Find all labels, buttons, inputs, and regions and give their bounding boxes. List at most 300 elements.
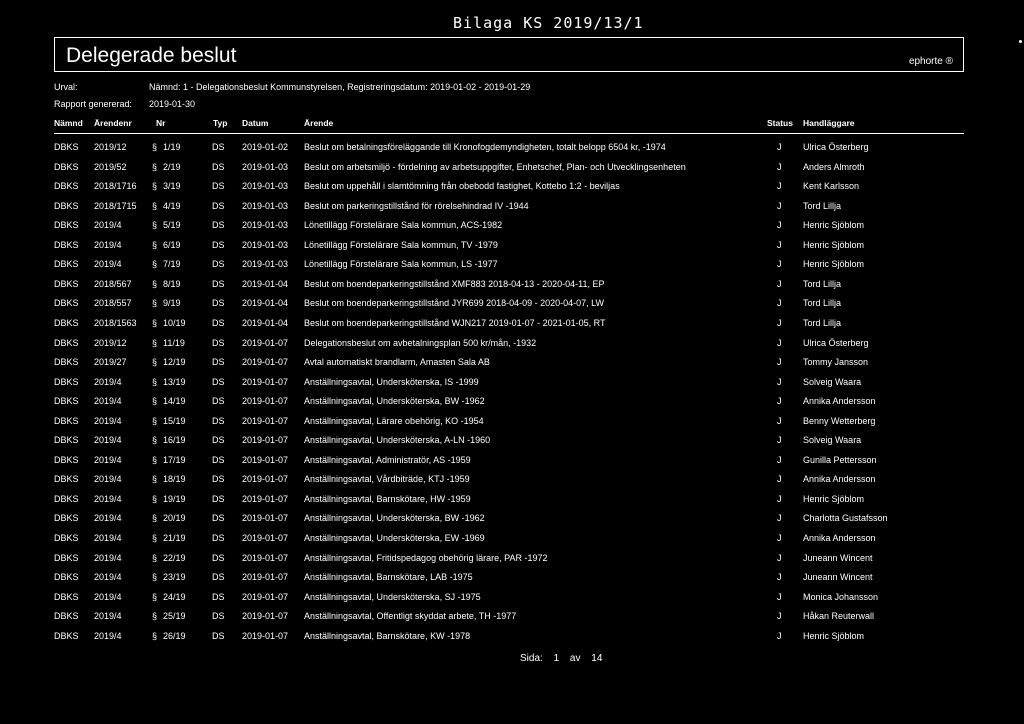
cell-datum: 2019-01-07 xyxy=(242,454,289,465)
cell-arendenr: 2019/4 xyxy=(94,572,122,583)
cell-typ: DS xyxy=(212,474,225,485)
cell-arende: Anställningsavtal, Lärare obehörig, KO -1954 xyxy=(304,415,484,426)
cell-arendenr: 2019/4 xyxy=(94,239,122,250)
cell-arendenr: 2019/4 xyxy=(94,376,122,387)
cell-typ: DS xyxy=(212,630,225,641)
cell-nr-value: 25/19 xyxy=(163,611,186,622)
cell-arendenr: 2019/52 xyxy=(94,161,127,172)
paragraph-symbol: § xyxy=(152,435,158,446)
cell-arendenr: 2019/4 xyxy=(94,435,122,446)
cell-datum: 2019-01-07 xyxy=(242,435,289,446)
cell-nr xyxy=(152,142,181,152)
cell-nr xyxy=(152,572,186,582)
table-row xyxy=(0,181,1024,197)
cell-handlaggare: Annika Andersson xyxy=(803,396,876,407)
paragraph-symbol: § xyxy=(152,317,158,328)
cell-status: J xyxy=(777,513,782,524)
cell-handlaggare: Tord Lillja xyxy=(803,317,842,328)
cell-status: J xyxy=(777,376,782,387)
cell-nr xyxy=(152,181,181,191)
cell-arende: Anställningsavtal, Undersköterska, IS -1999 xyxy=(304,376,479,387)
cell-namnd: DBKS xyxy=(54,630,79,641)
paragraph-symbol: § xyxy=(152,591,158,602)
cell-nr xyxy=(152,240,181,250)
cell-datum: 2019-01-07 xyxy=(242,474,289,485)
paragraph-symbol: § xyxy=(152,357,158,368)
cell-arendenr: 2018/567 xyxy=(94,278,132,289)
cell-datum: 2019-01-04 xyxy=(242,278,289,289)
cell-handlaggare: Henric Sjöblom xyxy=(803,259,865,270)
cell-nr-value: 9/19 xyxy=(163,298,181,309)
header-datum: Datum xyxy=(242,118,269,128)
cell-namnd: DBKS xyxy=(54,259,79,270)
table-row xyxy=(0,377,1024,393)
cell-datum: 2019-01-07 xyxy=(242,337,289,348)
cell-status: J xyxy=(777,572,782,583)
cell-namnd: DBKS xyxy=(54,278,79,289)
paragraph-symbol: § xyxy=(152,630,158,641)
cell-arende: Anställningsavtal, Undersköterska, A-LN -1960 xyxy=(304,435,491,446)
rapport-value: 2019-01-30 xyxy=(149,99,196,109)
table-row xyxy=(0,220,1024,236)
cell-nr-value: 10/19 xyxy=(163,317,186,328)
cell-nr-value: 20/19 xyxy=(163,513,186,524)
cell-status: J xyxy=(777,474,782,485)
header-namnd: Nämnd xyxy=(54,118,83,128)
report-title-box xyxy=(54,37,964,72)
cell-arende: Anställningsavtal, Offentligt skyddat arbete, TH -1977 xyxy=(304,611,517,622)
cell-handlaggare: Anders Almroth xyxy=(803,161,865,172)
cell-typ: DS xyxy=(212,239,225,250)
cell-nr-value: 23/19 xyxy=(163,572,186,583)
cell-datum: 2019-01-07 xyxy=(242,396,289,407)
cell-status: J xyxy=(777,611,782,622)
cell-nr xyxy=(152,338,185,348)
cell-datum: 2019-01-03 xyxy=(242,200,289,211)
cell-datum: 2019-01-07 xyxy=(242,357,289,368)
paragraph-symbol: § xyxy=(152,220,158,231)
cell-handlaggare: Håkan Reuterwall xyxy=(803,611,875,622)
cell-datum: 2019-01-07 xyxy=(242,591,289,602)
cell-nr xyxy=(152,279,181,289)
cell-nr xyxy=(152,553,186,563)
cell-namnd: DBKS xyxy=(54,142,79,152)
header-arendenr: Ärendenr xyxy=(94,118,132,128)
cell-nr-value: 17/19 xyxy=(163,454,186,465)
cell-datum: 2019-01-03 xyxy=(242,259,289,270)
table-row xyxy=(0,553,1024,569)
cell-arende: Beslut om arbetsmiljö - fördelning av arbetsuppgifter, Enhetschef, Plan- och Utvecklingsenheten xyxy=(304,161,686,172)
cell-arende: Anställningsavtal, Undersköterska, BW -1962 xyxy=(304,513,485,524)
cell-typ: DS xyxy=(212,220,225,231)
cell-handlaggare: Ulrica Österberg xyxy=(803,142,869,152)
cell-status: J xyxy=(777,142,782,152)
cell-nr-value: 3/19 xyxy=(163,181,181,192)
cell-status: J xyxy=(777,454,782,465)
cell-typ: DS xyxy=(212,513,225,524)
urval-label: Urval: xyxy=(54,82,78,92)
cell-typ: DS xyxy=(212,200,225,211)
paragraph-symbol: § xyxy=(152,474,158,485)
table-row xyxy=(0,318,1024,334)
paragraph-symbol: § xyxy=(152,239,158,250)
cell-arendenr: 2019/4 xyxy=(94,552,122,563)
paragraph-symbol: § xyxy=(152,259,158,270)
paragraph-symbol: § xyxy=(152,142,158,152)
brand-label: ephorte ® xyxy=(908,56,953,67)
cell-arende: Avtal automatiskt brandlarm, Amasten Sala AB xyxy=(304,357,490,368)
edge-mark xyxy=(1019,40,1022,43)
cell-typ: DS xyxy=(212,435,225,446)
cell-arendenr: 2019/4 xyxy=(94,220,122,231)
cell-arendenr: 2019/4 xyxy=(94,591,122,602)
cell-status: J xyxy=(777,161,782,172)
cell-handlaggare: Benny Wetterberg xyxy=(803,415,876,426)
cell-arende: Beslut om boendeparkeringstillstånd JYR699 2018-04-09 - 2020-04-07, LW xyxy=(304,298,605,309)
cell-status: J xyxy=(777,298,782,309)
cell-datum: 2019-01-07 xyxy=(242,611,289,622)
cell-status: J xyxy=(777,552,782,563)
cell-nr-value: 6/19 xyxy=(163,239,181,250)
paragraph-symbol: § xyxy=(152,161,158,172)
cell-nr-value: 12/19 xyxy=(163,357,186,368)
cell-arendenr: 2019/4 xyxy=(94,259,122,270)
cell-status: J xyxy=(777,278,782,289)
paragraph-symbol: § xyxy=(152,415,158,426)
cell-arendenr: 2019/4 xyxy=(94,454,122,465)
cell-nr-value: 5/19 xyxy=(163,220,181,231)
cell-namnd: DBKS xyxy=(54,493,79,504)
cell-namnd: DBKS xyxy=(54,220,79,231)
cell-nr xyxy=(152,396,186,406)
cell-namnd: DBKS xyxy=(54,317,79,328)
cell-status: J xyxy=(777,259,782,270)
cell-namnd: DBKS xyxy=(54,454,79,465)
cell-nr xyxy=(152,592,186,602)
table-row xyxy=(0,298,1024,314)
cell-status: J xyxy=(777,317,782,328)
cell-namnd: DBKS xyxy=(54,239,79,250)
footer-of: av xyxy=(569,653,581,664)
cell-arendenr: 2019/4 xyxy=(94,611,122,622)
cell-nr-value: 19/19 xyxy=(163,493,186,504)
cell-arendenr: 2018/1715 xyxy=(94,200,137,211)
cell-handlaggare: Henric Sjöblom xyxy=(803,493,865,504)
cell-arende: Lönetillägg Förstelärare Sala kommun, ACS-1982 xyxy=(304,220,503,231)
cell-datum: 2019-01-07 xyxy=(242,513,289,524)
cell-namnd: DBKS xyxy=(54,298,79,309)
cell-nr-value: 16/19 xyxy=(163,435,186,446)
paragraph-symbol: § xyxy=(152,200,158,211)
cell-typ: DS xyxy=(212,161,225,172)
cell-nr xyxy=(152,220,181,230)
paragraph-symbol: § xyxy=(152,552,158,563)
table-row xyxy=(0,416,1024,432)
cell-typ: DS xyxy=(212,552,225,563)
cell-handlaggare: Tommy Jansson xyxy=(803,357,869,368)
paragraph-symbol: § xyxy=(152,376,158,387)
table-row xyxy=(0,611,1024,627)
header-typ: Typ xyxy=(213,118,228,128)
cell-namnd: DBKS xyxy=(54,337,79,348)
cell-status: J xyxy=(777,200,782,211)
cell-handlaggare: Henric Sjöblom xyxy=(803,630,865,641)
cell-handlaggare: Charlotta Gustafsson xyxy=(803,513,888,524)
cell-handlaggare: Tord Lillja xyxy=(803,298,842,309)
cell-handlaggare: Juneann Wincent xyxy=(803,572,873,583)
cell-handlaggare: Ulrica Österberg xyxy=(803,337,869,348)
header-arende: Ärende xyxy=(304,118,334,128)
cell-namnd: DBKS xyxy=(54,161,79,172)
cell-namnd: DBKS xyxy=(54,435,79,446)
cell-typ: DS xyxy=(212,396,225,407)
table-row xyxy=(0,592,1024,608)
table-row xyxy=(0,533,1024,549)
cell-namnd: DBKS xyxy=(54,396,79,407)
cell-status: J xyxy=(777,337,782,348)
header-status: Status xyxy=(767,118,793,128)
cell-namnd: DBKS xyxy=(54,611,79,622)
cell-arendenr: 2019/12 xyxy=(94,142,127,152)
cell-typ: DS xyxy=(212,611,225,622)
cell-datum: 2019-01-03 xyxy=(242,239,289,250)
cell-nr-value: 2/19 xyxy=(163,161,181,172)
cell-arende: Lönetillägg Förstelärare Sala kommun, TV -1979 xyxy=(304,239,498,250)
cell-arende: Anställningsavtal, Vårdbiträde, KTJ -1959 xyxy=(304,474,470,485)
cell-arende: Beslut om uppehåll i slamtömning från obebodd fastighet, Kottebo 1:2 - beviljas xyxy=(304,181,620,192)
cell-nr xyxy=(152,259,181,269)
table-row xyxy=(0,494,1024,510)
cell-status: J xyxy=(777,239,782,250)
cell-typ: DS xyxy=(212,337,225,348)
cell-status: J xyxy=(777,415,782,426)
cell-arende: Anställningsavtal, Undersköterska, BW -1962 xyxy=(304,396,485,407)
cell-arende: Anställningsavtal, Fritidspedagog obehörig lärare, PAR -1972 xyxy=(304,552,548,563)
cell-arende: Delegationsbeslut om avbetalningsplan 500 kr/mån, -1932 xyxy=(304,337,537,348)
cell-handlaggare: Henric Sjöblom xyxy=(803,239,865,250)
cell-namnd: DBKS xyxy=(54,181,79,192)
cell-nr xyxy=(152,611,186,621)
cell-arende: Beslut om parkeringstillstånd för rörelsehindrad IV -1944 xyxy=(304,200,529,211)
cell-handlaggare: Solveig Waara xyxy=(803,435,862,446)
paragraph-symbol: § xyxy=(152,572,158,583)
cell-typ: DS xyxy=(212,298,225,309)
cell-nr xyxy=(152,435,186,445)
paragraph-symbol: § xyxy=(152,181,158,192)
cell-nr xyxy=(152,298,181,308)
paragraph-symbol: § xyxy=(152,493,158,504)
cell-handlaggare: Kent Karlsson xyxy=(803,181,860,192)
cell-namnd: DBKS xyxy=(54,357,79,368)
cell-arendenr: 2019/4 xyxy=(94,396,122,407)
cell-nr-value: 8/19 xyxy=(163,278,181,289)
cell-arendenr: 2019/4 xyxy=(94,513,122,524)
cell-typ: DS xyxy=(212,317,225,328)
cell-nr xyxy=(152,474,186,484)
paragraph-symbol: § xyxy=(152,454,158,465)
cell-arende: Beslut om boendeparkeringstillstånd WJN217 2019-01-07 - 2021-01-05, RT xyxy=(304,317,606,328)
cell-namnd: DBKS xyxy=(54,533,79,543)
cell-namnd: DBKS xyxy=(54,376,79,387)
table-row xyxy=(0,201,1024,217)
footer-page: 1 xyxy=(553,653,560,664)
page-footer xyxy=(520,653,610,664)
cell-arendenr: 2018/557 xyxy=(94,298,132,309)
cell-arendenr: 2019/4 xyxy=(94,630,122,641)
cell-nr-value: 24/19 xyxy=(163,591,186,602)
cell-arendenr: 2019/27 xyxy=(94,357,127,368)
cell-arendenr: 2018/1563 xyxy=(94,317,137,328)
table-row xyxy=(0,631,1024,647)
cell-nr xyxy=(152,533,186,543)
cell-arende: Anställningsavtal, Barnskötare, KW -1978 xyxy=(304,630,471,641)
cell-datum: 2019-01-03 xyxy=(242,220,289,231)
cell-nr xyxy=(152,377,186,387)
cell-arendenr: 2019/4 xyxy=(94,474,122,485)
cell-datum: 2019-01-03 xyxy=(242,181,289,192)
table-row xyxy=(0,435,1024,451)
cell-namnd: DBKS xyxy=(54,415,79,426)
cell-arende: Anställningsavtal, Barnskötare, HW -1959 xyxy=(304,493,471,504)
cell-typ: DS xyxy=(212,376,225,387)
paragraph-symbol: § xyxy=(152,298,158,309)
cell-namnd: DBKS xyxy=(54,474,79,485)
cell-status: J xyxy=(777,591,782,602)
paragraph-symbol: § xyxy=(152,533,158,543)
cell-nr-value: 18/19 xyxy=(163,474,186,485)
cell-status: J xyxy=(777,357,782,368)
cell-nr-value: 4/19 xyxy=(163,200,181,211)
cell-nr-value: 13/19 xyxy=(163,376,186,387)
cell-typ: DS xyxy=(212,142,225,152)
cell-datum: 2019-01-04 xyxy=(242,317,289,328)
table-row xyxy=(0,396,1024,412)
cell-handlaggare: Annika Andersson xyxy=(803,474,876,485)
table-row xyxy=(0,142,1024,158)
cell-arendenr: 2019/4 xyxy=(94,533,122,543)
paragraph-symbol: § xyxy=(152,278,158,289)
cell-arende: Anställningsavtal, Barnskötare, LAB -1975 xyxy=(304,572,473,583)
cell-handlaggare: Tord Lillja xyxy=(803,200,842,211)
cell-nr-value: 1/19 xyxy=(163,142,181,152)
cell-arendenr: 2019/4 xyxy=(94,493,122,504)
cell-arende: Beslut om betalningsföreläggande till Kronofogdemyndigheten, totalt belopp 6504 kr, -1974 xyxy=(304,142,666,152)
cell-handlaggare: Solveig Waara xyxy=(803,376,862,387)
cell-nr xyxy=(152,201,181,211)
cell-typ: DS xyxy=(212,591,225,602)
cell-datum: 2019-01-07 xyxy=(242,493,289,504)
cell-nr xyxy=(152,494,186,504)
cell-handlaggare: Juneann Wincent xyxy=(803,552,873,563)
cell-nr xyxy=(152,513,186,523)
table-row xyxy=(0,279,1024,295)
cell-namnd: DBKS xyxy=(54,513,79,524)
cell-handlaggare: Annika Andersson xyxy=(803,533,876,543)
table-row xyxy=(0,357,1024,373)
cell-datum: 2019-01-07 xyxy=(242,533,289,543)
cell-namnd: DBKS xyxy=(54,200,79,211)
cell-typ: DS xyxy=(212,278,225,289)
cell-datum: 2019-01-04 xyxy=(242,298,289,309)
cell-status: J xyxy=(777,220,782,231)
cell-namnd: DBKS xyxy=(54,552,79,563)
table-row xyxy=(0,162,1024,178)
cell-datum: 2019-01-02 xyxy=(242,142,289,152)
cell-nr xyxy=(152,162,181,172)
cell-typ: DS xyxy=(212,415,225,426)
cell-datum: 2019-01-07 xyxy=(242,415,289,426)
cell-nr-value: 22/19 xyxy=(163,552,186,563)
cell-arendenr: 2019/4 xyxy=(94,415,122,426)
paragraph-symbol: § xyxy=(152,611,158,622)
cell-status: J xyxy=(777,630,782,641)
cell-typ: DS xyxy=(212,454,225,465)
cell-handlaggare: Henric Sjöblom xyxy=(803,220,865,231)
paragraph-symbol: § xyxy=(152,513,158,524)
table-row xyxy=(0,259,1024,275)
cell-datum: 2019-01-07 xyxy=(242,572,289,583)
cell-arendenr: 2019/12 xyxy=(94,337,127,348)
cell-arende: Anställningsavtal, Undersköterska, SJ -1975 xyxy=(304,591,481,602)
paragraph-symbol: § xyxy=(152,337,158,348)
header-rule xyxy=(54,133,964,134)
cell-nr-value: 11/19 xyxy=(163,337,185,348)
cell-nr-value: 7/19 xyxy=(163,259,181,270)
cell-nr-value: 21/19 xyxy=(163,533,186,543)
cell-status: J xyxy=(777,493,782,504)
cell-handlaggare: Monica Johansson xyxy=(803,591,879,602)
cell-nr xyxy=(152,357,186,367)
table-row xyxy=(0,474,1024,490)
report-title: Delegerade beslut xyxy=(66,44,237,67)
cell-status: J xyxy=(777,181,782,192)
cell-typ: DS xyxy=(212,533,225,543)
cell-typ: DS xyxy=(212,259,225,270)
cell-datum: 2019-01-07 xyxy=(242,552,289,563)
cell-datum: 2019-01-07 xyxy=(242,630,289,641)
cell-handlaggare: Gunilla Pettersson xyxy=(803,454,877,465)
cell-status: J xyxy=(777,533,782,543)
cell-typ: DS xyxy=(212,357,225,368)
cell-nr xyxy=(152,455,186,465)
urval-value: Nämnd: 1 - Delegationsbeslut Kommunstyrelsen, Registreringsdatum: 2019-01-02 - 2019-01-29 xyxy=(149,82,531,92)
table-row xyxy=(0,338,1024,354)
cell-arendenr: 2018/1716 xyxy=(94,181,137,192)
footer-total: 14 xyxy=(591,653,603,664)
cell-nr-value: 14/19 xyxy=(163,396,186,407)
header-nr: Nr xyxy=(156,118,166,128)
cell-status: J xyxy=(777,396,782,407)
cell-arende: Anställningsavtal, Administratör, AS -1959 xyxy=(304,454,471,465)
header-handlaggare: Handläggare xyxy=(803,118,855,128)
cell-handlaggare: Tord Lillja xyxy=(803,278,842,289)
cell-typ: DS xyxy=(212,181,225,192)
table-row xyxy=(0,455,1024,471)
document-stamp: Bilaga KS 2019/13/1 xyxy=(453,14,644,32)
cell-nr xyxy=(152,631,186,641)
cell-nr xyxy=(152,416,186,426)
cell-status: J xyxy=(777,435,782,446)
footer-label: Sida: xyxy=(520,653,543,664)
table-row xyxy=(0,572,1024,588)
cell-namnd: DBKS xyxy=(54,572,79,583)
cell-nr-value: 15/19 xyxy=(163,415,186,426)
rapport-label: Rapport genererad: xyxy=(54,99,133,109)
cell-nr xyxy=(152,318,186,328)
cell-arende: Anställningsavtal, Undersköterska, EW -1969 xyxy=(304,533,485,543)
cell-datum: 2019-01-07 xyxy=(242,376,289,387)
paragraph-symbol: § xyxy=(152,396,158,407)
